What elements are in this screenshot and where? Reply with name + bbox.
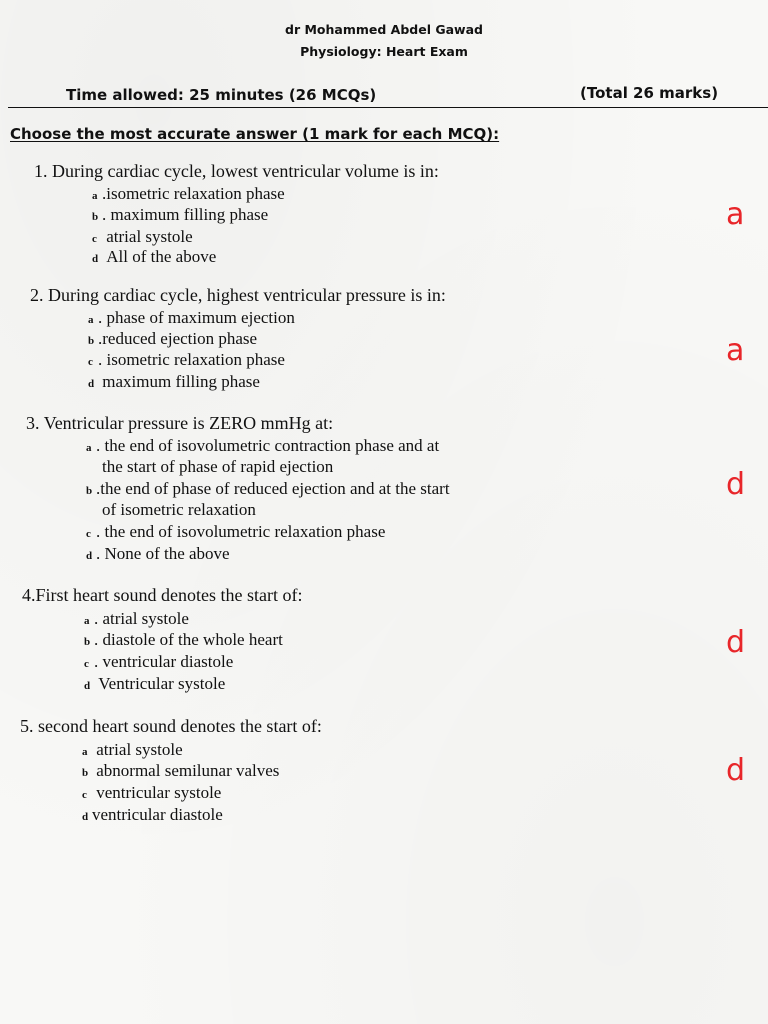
question-text: second heart sound denotes the start of:: [38, 716, 322, 736]
handwritten-answer: d: [726, 753, 746, 788]
option-d: [84, 673, 225, 697]
option-d: [82, 804, 223, 828]
time-allowed: Time allowed: 25 minutes (26 MCQs): [66, 86, 377, 104]
option-text: ventricular diastole: [92, 805, 223, 824]
instructions: Choose the most accurate answer (1 mark for each MCQ):: [10, 125, 500, 143]
option-text: diastole of the whole heart: [102, 630, 283, 649]
option-text: atrial systole: [96, 740, 183, 759]
option-letter: d: [84, 680, 91, 692]
question-text: First heart sound denotes the start of:: [35, 585, 303, 605]
option-letter: b: [88, 335, 95, 347]
option-text: phase of maximum ejection: [106, 308, 295, 327]
option-letter: b: [92, 211, 99, 223]
option-text: ventricular diastole: [102, 652, 234, 671]
option-letter: a: [88, 314, 94, 326]
option-letter: a: [84, 615, 90, 627]
option-d: [88, 371, 260, 395]
option-letter: c: [86, 528, 91, 540]
option-a: a . phase of maximum ejection: [88, 307, 295, 331]
option-text: isometric relaxation phase: [106, 184, 285, 203]
option-text: None of the above: [104, 544, 230, 563]
option-letter: b: [84, 636, 91, 648]
option-letter: c: [92, 233, 97, 245]
option-text: the end of phase of reduced ejection and at the start: [100, 479, 450, 498]
option-b: b .the end of phase of reduced ejection and at the start: [86, 478, 450, 502]
question-stem: [20, 716, 322, 737]
option-text: ventricular systole: [96, 783, 222, 802]
option-letter: a: [86, 442, 92, 454]
option-letter: d: [82, 811, 89, 823]
total-marks: (Total 26 marks): [580, 84, 719, 102]
option-a: a . the end of isovolumetric contraction phase and at: [86, 435, 439, 459]
option-d: [92, 246, 216, 270]
option-c: c . isometric relaxation phase: [88, 349, 285, 373]
option-letter: b: [82, 767, 89, 779]
question-text: Ventricular pressure is ZERO mmHg at:: [43, 413, 334, 433]
option-text: atrial systole: [106, 227, 193, 246]
option-d: d . None of the above: [86, 543, 230, 567]
exam-author: dr Mohammed Abdel Gawad: [285, 22, 483, 37]
option-letter: b: [86, 485, 93, 497]
option-c: c . ventricular diastole: [84, 651, 233, 675]
option-text: the end of isovolumetric relaxation phase: [104, 522, 386, 541]
option-text: atrial systole: [102, 609, 189, 628]
option-letter: d: [88, 378, 95, 390]
option-c: [82, 782, 221, 806]
option-letter: c: [82, 789, 87, 801]
option-text: abnormal semilunar valves: [96, 761, 280, 780]
question-stem: [30, 285, 446, 306]
question-stem: [26, 413, 333, 434]
option-a: a .isometric relaxation phase: [92, 183, 285, 207]
header-divider: [8, 107, 768, 108]
option-letter: d: [92, 253, 99, 265]
option-b: [82, 760, 279, 784]
option-c: c . the end of isovolumetric relaxation phase: [86, 521, 385, 545]
option-text: reduced ejection phase: [102, 329, 258, 348]
option-text: All of the above: [106, 247, 217, 266]
question-number: 4.: [22, 585, 36, 605]
option-b: b .reduced ejection phase: [88, 328, 257, 352]
option-text: maximum filling phase: [102, 372, 260, 391]
handwritten-answer: d: [726, 467, 746, 502]
option-text: Ventricular systole: [98, 674, 226, 693]
option-text: maximum filling phase: [110, 205, 269, 224]
handwritten-answer: d: [726, 625, 746, 660]
option-letter: a: [92, 190, 98, 202]
option-continuation: the start of phase of rapid ejection: [102, 457, 334, 476]
option-text: the end of isovolumetric contraction phase and at: [104, 436, 440, 455]
question-text: During cardiac cycle, highest ventricular pressure is in:: [48, 285, 446, 305]
option-continuation: of isometric relaxation: [102, 500, 256, 519]
question-stem: [22, 585, 302, 606]
handwritten-answer: a: [726, 333, 745, 368]
option-letter: c: [88, 356, 93, 368]
question-stem: [34, 161, 439, 182]
option-b: b . diastole of the whole heart: [84, 629, 283, 653]
option-letter: a: [82, 746, 88, 758]
handwritten-answer: a: [726, 197, 745, 232]
option-text: isometric relaxation phase: [106, 350, 285, 369]
question-number: 2.: [30, 285, 44, 305]
exam-subject: Physiology: Heart Exam: [300, 44, 468, 59]
option-letter: d: [86, 550, 93, 562]
question-number: 5.: [20, 716, 34, 736]
option-a: a . atrial systole: [84, 608, 189, 632]
option-letter: c: [84, 658, 89, 670]
question-number: 3.: [26, 413, 40, 433]
option-b: b . maximum filling phase: [92, 204, 268, 228]
question-number: 1.: [34, 161, 48, 181]
question-text: During cardiac cycle, lowest ventricular volume is in:: [52, 161, 439, 181]
